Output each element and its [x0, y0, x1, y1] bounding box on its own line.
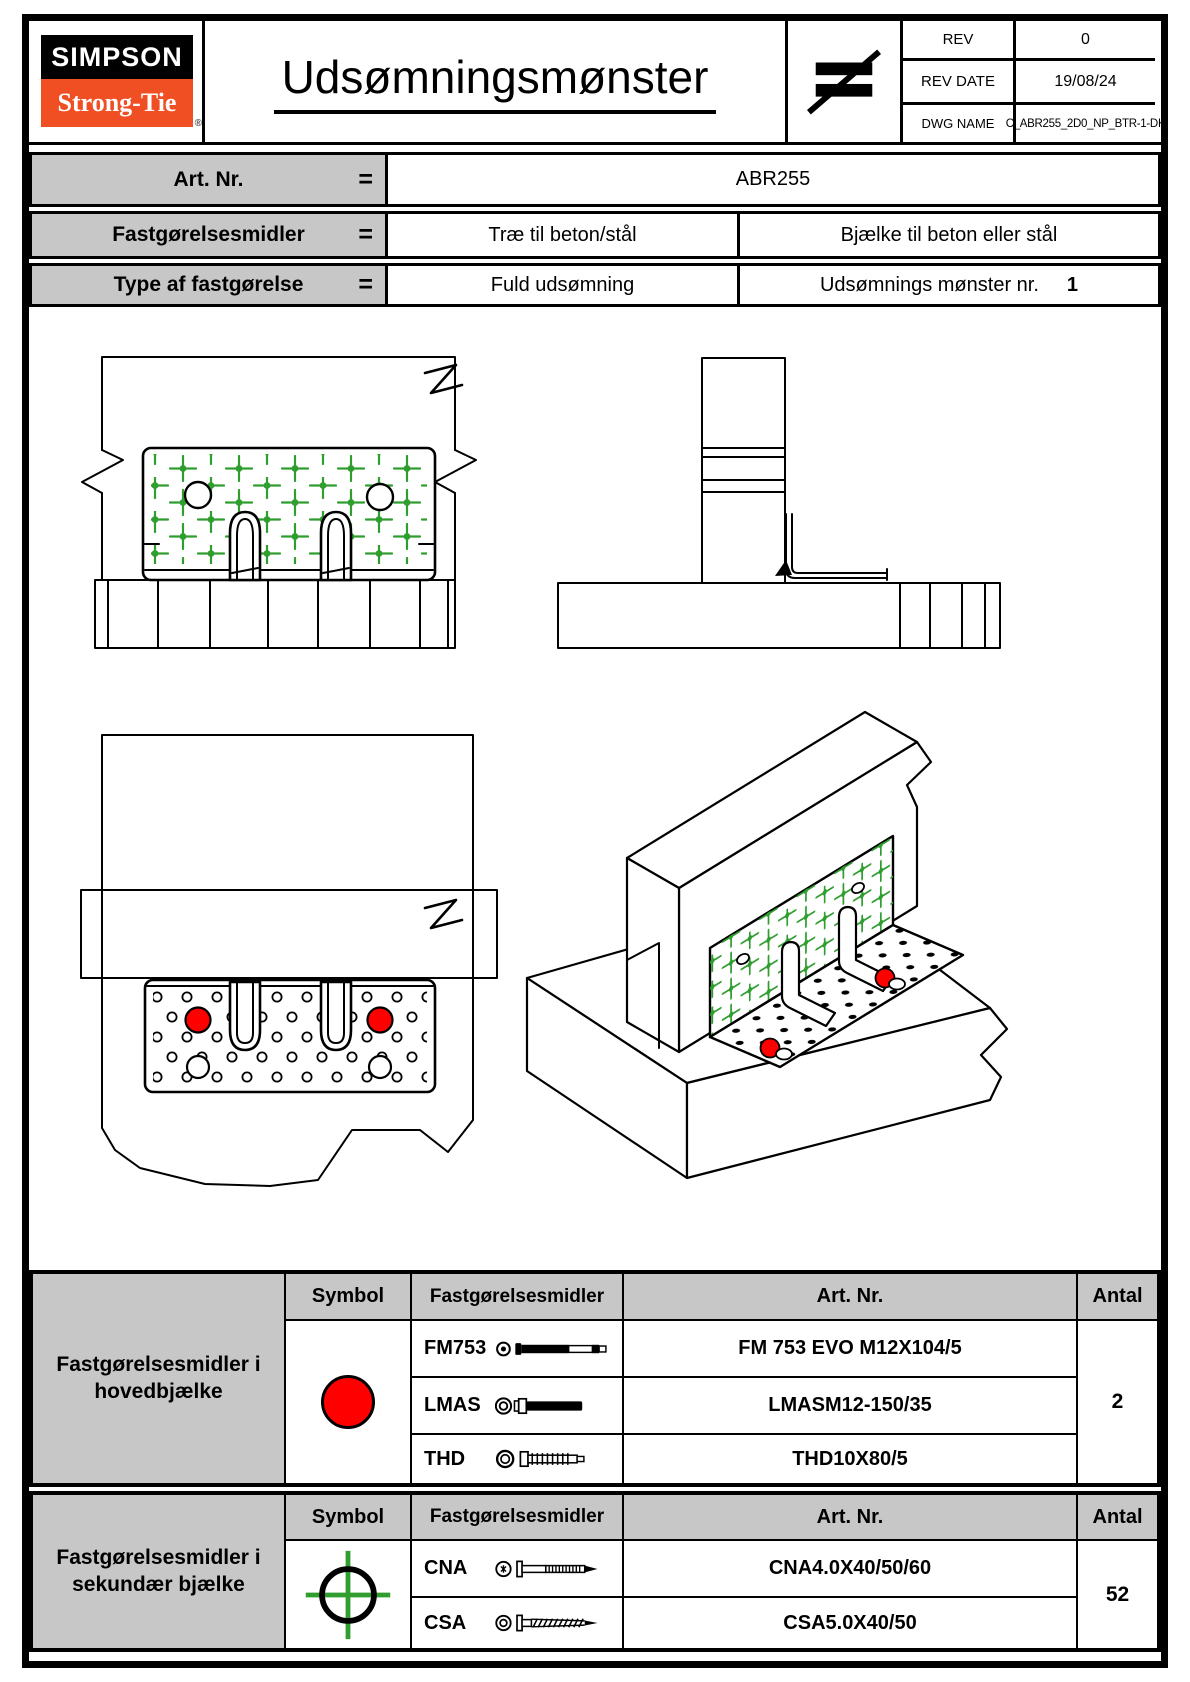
equals-sign: =	[358, 165, 373, 193]
fasteners-right-value: Bjælke til beton eller stål	[840, 223, 1058, 246]
logo-cell	[29, 21, 205, 142]
red-dot-symbol	[321, 1375, 375, 1429]
qty-main-beam: 2	[1077, 1320, 1158, 1484]
qty-secondary-beam: 52	[1077, 1540, 1158, 1649]
plate-hole	[369, 1056, 391, 1078]
front-view	[82, 357, 476, 648]
anchor-bolt-icon	[495, 1332, 622, 1366]
info-row-artnr	[29, 152, 1161, 207]
bolt-position-marker	[368, 1008, 393, 1033]
fastener-row-lmas	[411, 1377, 623, 1434]
page-title: Udsømningsmønster	[274, 50, 717, 114]
revision-block	[903, 21, 1166, 142]
type-label-cell	[32, 266, 388, 304]
registered-mark: ®	[194, 118, 202, 129]
plate-hole	[889, 979, 905, 990]
column-header-artnr: Art. Nr.	[623, 1494, 1077, 1540]
sleeve-anchor-icon	[495, 1389, 622, 1423]
artnr-label-cell	[32, 155, 388, 204]
rev-value: 0	[1016, 21, 1155, 61]
strongtie-logo-text: Strong-Tie	[57, 88, 177, 117]
bracket-profile	[775, 514, 887, 580]
strongtie-logo	[41, 79, 202, 129]
column-header-symbol: Symbol	[285, 1494, 411, 1540]
concrete-screw-icon	[495, 1442, 622, 1476]
fastener-code: CSA	[424, 1611, 467, 1634]
embossed-slot	[230, 512, 260, 580]
column-header-fastener: Fastgørelsesmidler	[411, 1273, 623, 1320]
fastener-row-cna	[411, 1540, 623, 1597]
fastener-code: LMAS	[424, 1394, 481, 1416]
column-header-artnr: Art. Nr.	[623, 1273, 1077, 1320]
dwg-name-value: C_ABR255_2D0_NP_BTR-1-DK	[1005, 117, 1166, 130]
embossed-slot	[321, 512, 351, 580]
artnr-value: ABR255	[735, 168, 811, 190]
type-left-value: Fuld udsømning	[388, 266, 740, 304]
column-header-symbol: Symbol	[285, 1273, 411, 1320]
fasteners-label: Fastgørelsesmidler	[112, 223, 305, 246]
title-block	[29, 21, 1166, 145]
artnr-csa: CSA5.0X40/50	[623, 1597, 1077, 1649]
title-cell	[205, 21, 788, 142]
column-header-qty: Antal	[1077, 1494, 1158, 1540]
break-symbol	[425, 365, 462, 393]
embossed-slot	[321, 982, 351, 1050]
artnr-cna: CNA4.0X40/50/60	[623, 1540, 1077, 1597]
projection-symbol-cell	[788, 21, 903, 142]
not-equal-projection-icon	[805, 47, 883, 117]
side-view	[558, 358, 1000, 648]
technical-drawing	[29, 307, 1161, 1270]
artnr-thd: THD10X80/5	[623, 1434, 1077, 1484]
equals-sign: =	[358, 220, 373, 249]
symbol-cell-main-beam	[285, 1320, 411, 1484]
bottom-view	[81, 735, 497, 1186]
fastener-row-csa	[411, 1597, 623, 1649]
ring-shank-nail-icon	[495, 1552, 622, 1586]
fasteners-label-cell	[32, 214, 388, 256]
pattern-number-label: Udsømnings mønster nr.	[819, 273, 1039, 296]
fastener-table-main-beam	[29, 1270, 1161, 1487]
embossed-slot	[230, 982, 260, 1050]
fastener-code: THD	[424, 1447, 466, 1470]
isometric-view	[527, 712, 1007, 1178]
column-header-qty: Antal	[1077, 1273, 1158, 1320]
type-label: Type af fastgørelse	[113, 273, 304, 296]
artnr-lmas: LMASM12-150/35	[623, 1377, 1077, 1434]
column-header-fastener: Fastgørelsesmidler	[411, 1494, 623, 1540]
fastener-code: CNA	[424, 1557, 468, 1579]
simpson-logo: SIMPSON	[41, 35, 193, 79]
plate-hole	[187, 1056, 209, 1078]
symbol-cell-secondary-beam	[285, 1540, 411, 1649]
rev-date-label: REV DATE	[903, 61, 1016, 105]
fastener-code: FM753	[424, 1337, 487, 1359]
fastener-table-secondary-beam	[29, 1491, 1161, 1652]
bolt-position-marker	[186, 1008, 211, 1033]
artnr-label: Art. Nr.	[173, 167, 244, 191]
fastener-row-fm753	[411, 1320, 623, 1377]
equals-sign: =	[358, 270, 373, 299]
artnr-fm753: FM 753 EVO M12X104/5	[623, 1320, 1077, 1377]
wood-screw-icon	[495, 1606, 622, 1640]
pattern-number-cell	[740, 266, 1158, 304]
info-row-fasteners	[29, 211, 1161, 259]
plate-hole	[776, 1049, 792, 1060]
fastener-row-thd	[411, 1434, 623, 1484]
plate-hole	[367, 484, 393, 510]
dwg-name-label: DWG NAME	[903, 105, 1016, 142]
rev-date-value: 19/08/24	[1016, 61, 1155, 105]
group-label-secondary-beam: Fastgørelsesmidler i sekundær bjælke	[32, 1494, 285, 1649]
plate-hole	[185, 482, 211, 508]
fasteners-left-value: Træ til beton/stål	[388, 214, 740, 256]
pattern-number-value: 1	[1066, 273, 1079, 296]
info-row-type	[29, 263, 1161, 307]
green-crosshair-symbol	[300, 1547, 396, 1643]
break-symbol	[425, 900, 462, 928]
rev-label: REV	[903, 21, 1016, 61]
group-label-main-beam: Fastgørelsesmidler i hovedbjælke	[32, 1273, 285, 1484]
